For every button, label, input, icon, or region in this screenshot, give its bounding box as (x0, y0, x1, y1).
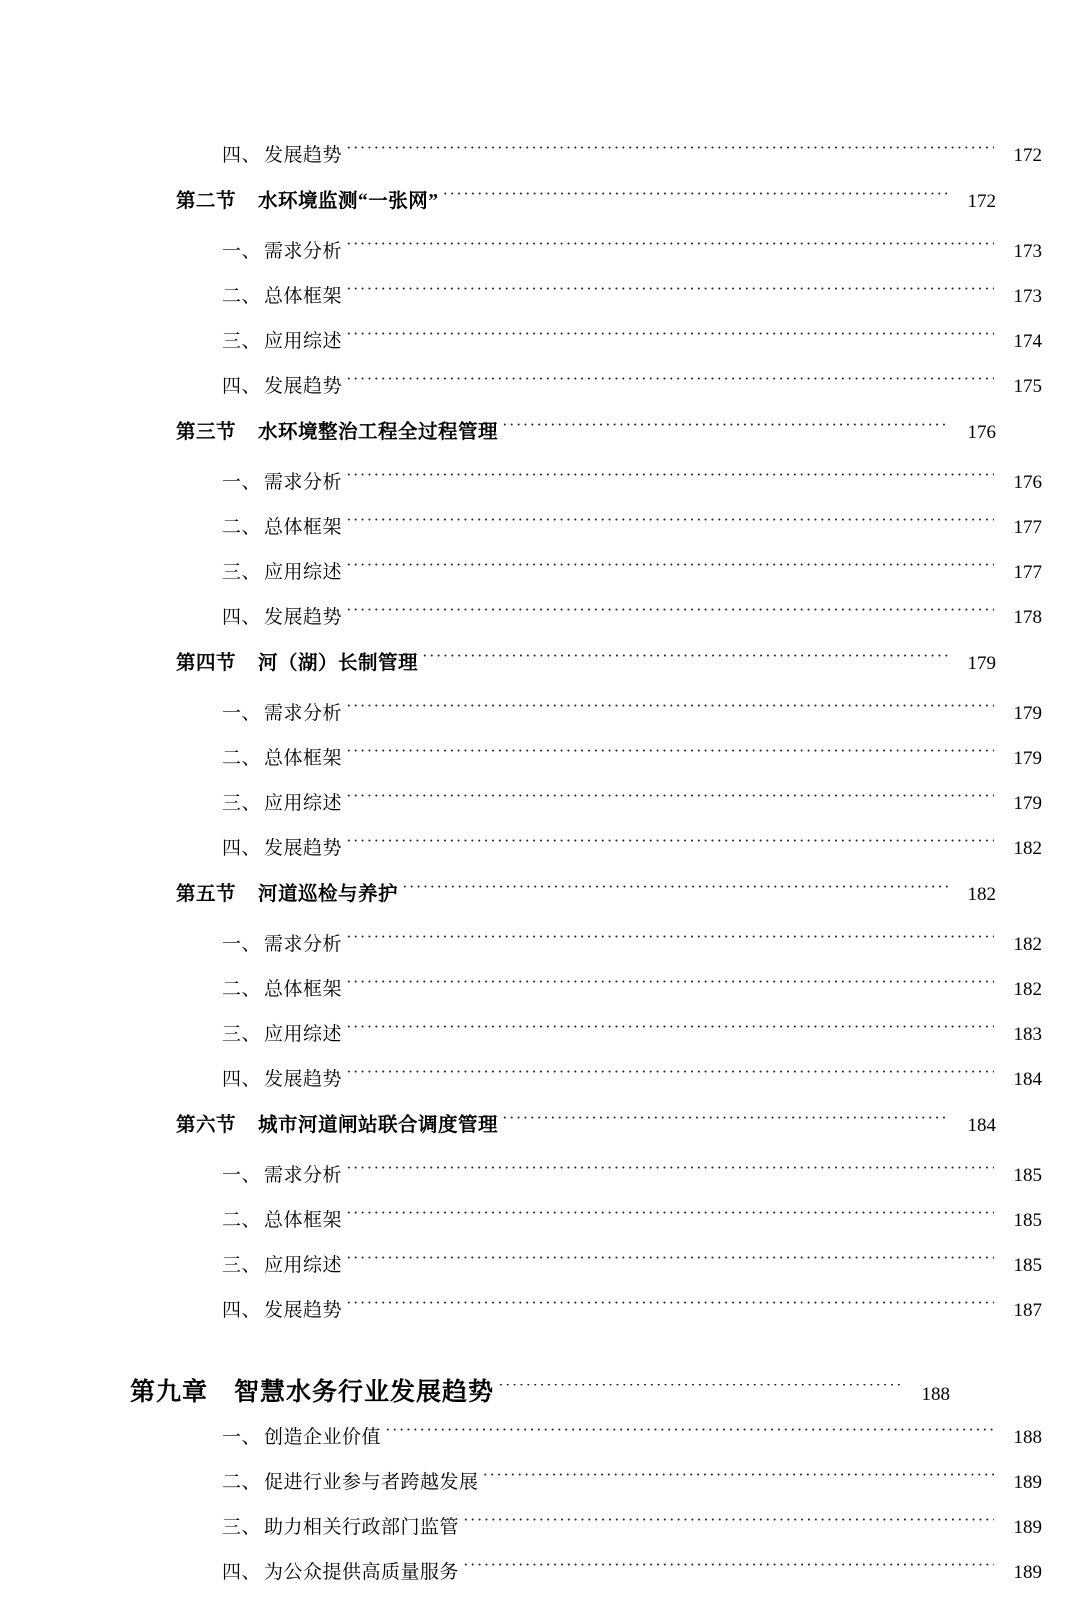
toc-entry-title: 总体框架 (264, 517, 343, 538)
toc-entry-label (222, 1019, 342, 1046)
toc-entry-title: 总体框架 (264, 1210, 343, 1231)
toc-entry-title: 智慧水务行业发展趋势 (234, 1379, 495, 1406)
toc-entry-page-number: 189 (1013, 1517, 1042, 1538)
toc-entry-title: 发展趋势 (264, 145, 343, 166)
toc-entry-label (176, 185, 439, 213)
toc-entry-title: 需求分析 (264, 1165, 343, 1186)
toc-entry-number: 第三节 (176, 422, 237, 443)
toc-entry-label (222, 140, 342, 167)
toc-entry-section[interactable] (176, 878, 996, 929)
toc-entry-number: 一、 (222, 241, 262, 262)
toc-entry-page-number: 189 (1013, 1562, 1042, 1583)
toc-entry-page-number: 182 (1013, 838, 1042, 859)
toc-entry-title: 应用综述 (264, 1255, 343, 1276)
toc-leader-dots (483, 1472, 994, 1488)
toc-entry-title: 发展趋势 (264, 838, 343, 859)
table-of-contents (130, 140, 1042, 1602)
toc-entry-number: 二、 (222, 517, 262, 538)
toc-entry-number: 三、 (222, 331, 262, 352)
toc-entry-page-number: 177 (1013, 562, 1042, 583)
toc-entry-title: 应用综述 (264, 793, 343, 814)
toc-entry-title: 需求分析 (264, 472, 343, 493)
toc-entry-page-number: 179 (1013, 703, 1042, 724)
toc-entry-label (222, 1295, 342, 1322)
toc-entry-number: 四、 (222, 1300, 262, 1321)
toc-entry-page-number: 173 (1013, 286, 1042, 307)
toc-entry-page-number: 172 (1013, 145, 1042, 166)
toc-entry-label (222, 698, 342, 725)
toc-leader-dots (346, 703, 994, 719)
toc-entry-number: 四、 (222, 1562, 262, 1583)
toc-entry-number: 三、 (222, 793, 262, 814)
toc-entry-title: 需求分析 (264, 703, 343, 724)
toc-entry-number: 一、 (222, 1165, 262, 1186)
toc-entry-number: 第九章 (130, 1379, 209, 1406)
toc-entry-label (222, 281, 342, 308)
toc-entry-item[interactable] (222, 1250, 1042, 1295)
toc-leader-dots (502, 1115, 948, 1131)
toc-entry-number: 一、 (222, 703, 262, 724)
toc-leader-dots (346, 241, 994, 257)
toc-entry-item[interactable] (222, 1205, 1042, 1250)
toc-entry-number: 二、 (222, 1472, 262, 1493)
toc-entry-title: 应用综述 (264, 562, 343, 583)
toc-leader-dots (402, 884, 948, 900)
toc-entry-title: 总体框架 (264, 979, 343, 1000)
toc-entry-title: 为公众提供高质量服务 (264, 1562, 460, 1583)
toc-entry-item[interactable] (222, 602, 1042, 647)
toc-entry-page-number: 187 (1013, 1300, 1042, 1321)
toc-entry-number: 四、 (222, 1069, 262, 1090)
toc-entry-label (222, 512, 342, 539)
toc-entry-page-number: 175 (1013, 376, 1042, 397)
toc-entry-item[interactable] (222, 557, 1042, 602)
toc-entry-title: 应用综述 (264, 1024, 343, 1045)
toc-leader-dots (346, 376, 994, 392)
toc-entry-page-number: 184 (967, 1115, 996, 1136)
toc-entry-page-number: 188 (921, 1384, 950, 1405)
toc-entry-page-number: 173 (1013, 241, 1042, 262)
toc-entry-label (222, 467, 342, 494)
toc-entry-label (222, 974, 342, 1001)
toc-entry-item[interactable] (222, 929, 1042, 974)
toc-entry-number: 第四节 (176, 653, 237, 674)
toc-entry-item[interactable] (222, 1557, 1042, 1602)
toc-entry-label (222, 557, 342, 584)
toc-entry-title: 发展趋势 (264, 376, 343, 397)
toc-entry-number: 一、 (222, 472, 262, 493)
toc-leader-dots (346, 979, 994, 995)
toc-entry-title: 需求分析 (264, 241, 343, 262)
toc-entry-label (222, 1422, 381, 1449)
toc-entry-title: 发展趋势 (264, 1069, 343, 1090)
toc-entry-label (222, 1557, 459, 1584)
toc-entry-section[interactable] (176, 647, 996, 698)
toc-entry-title: 促进行业参与者跨越发展 (264, 1472, 479, 1493)
toc-entry-title: 河（湖）长制管理 (258, 653, 419, 674)
toc-entry-page-number: 174 (1013, 331, 1042, 352)
toc-entry-number: 第五节 (176, 884, 237, 905)
toc-entry-number: 二、 (222, 979, 262, 1000)
toc-entry-page-number: 172 (967, 191, 996, 212)
toc-entry-label (176, 1109, 498, 1137)
toc-entry-title: 发展趋势 (264, 1300, 343, 1321)
toc-entry-page-number: 188 (1013, 1427, 1042, 1448)
toc-entry-item[interactable] (222, 326, 1042, 371)
toc-entry-number: 二、 (222, 286, 262, 307)
toc-entry-item[interactable] (222, 1019, 1042, 1064)
toc-leader-dots (346, 562, 994, 578)
toc-leader-dots (346, 1300, 994, 1316)
toc-entry-number: 一、 (222, 934, 262, 955)
toc-leader-dots (346, 1165, 994, 1181)
toc-entry-page-number: 184 (1013, 1069, 1042, 1090)
toc-leader-dots (346, 331, 994, 347)
toc-entry-item[interactable] (222, 281, 1042, 326)
toc-entry-section[interactable] (176, 416, 996, 467)
toc-entry-title: 水环境监测“一张网” (258, 191, 439, 212)
toc-entry-section[interactable] (176, 185, 996, 236)
toc-entry-page-number: 177 (1013, 517, 1042, 538)
toc-entry-label (222, 371, 342, 398)
toc-leader-dots (502, 422, 948, 438)
toc-entry-label (222, 1064, 342, 1091)
toc-leader-dots (498, 1384, 902, 1400)
toc-entry-number: 二、 (222, 748, 262, 769)
toc-entry-page-number: 182 (1013, 934, 1042, 955)
toc-entry-page-number: 179 (967, 653, 996, 674)
toc-entry-title: 创造企业价值 (264, 1427, 382, 1448)
toc-entry-item[interactable] (222, 512, 1042, 557)
toc-entry-chapter[interactable] (130, 1354, 950, 1422)
toc-entry-page-number: 182 (967, 884, 996, 905)
toc-entry-title: 水环境整治工程全过程管理 (258, 422, 499, 443)
toc-entry-label (222, 833, 342, 860)
toc-entry-label (222, 1512, 459, 1539)
toc-entry-item[interactable] (222, 1422, 1042, 1467)
toc-entry-label (222, 1205, 342, 1232)
toc-entry-label (222, 1160, 342, 1187)
toc-entry-title: 总体框架 (264, 748, 343, 769)
toc-entry-title: 发展趋势 (264, 607, 343, 628)
toc-entry-item[interactable] (222, 140, 1042, 185)
toc-entry-label (222, 788, 342, 815)
toc-entry-item[interactable] (222, 788, 1042, 833)
toc-entry-item[interactable] (222, 467, 1042, 512)
toc-entry-number: 第二节 (176, 191, 237, 212)
toc-entry-number: 二、 (222, 1210, 262, 1231)
toc-entry-number: 三、 (222, 562, 262, 583)
toc-leader-dots (463, 1517, 994, 1533)
toc-entry-section[interactable] (176, 1109, 996, 1160)
toc-entry-page-number: 176 (967, 422, 996, 443)
toc-leader-dots (346, 472, 994, 488)
toc-leader-dots (346, 748, 994, 764)
toc-leader-dots (385, 1427, 994, 1443)
toc-entry-label (222, 236, 342, 263)
toc-entry-title: 总体框架 (264, 286, 343, 307)
toc-entry-page-number: 178 (1013, 607, 1042, 628)
toc-leader-dots (346, 607, 994, 623)
toc-entry-item[interactable] (222, 743, 1042, 788)
toc-entry-label (222, 602, 342, 629)
toc-entry-label (176, 647, 418, 675)
toc-entry-item[interactable] (222, 1064, 1042, 1109)
toc-leader-dots (346, 286, 994, 302)
toc-entry-number: 三、 (222, 1024, 262, 1045)
toc-entry-number: 第六节 (176, 1115, 237, 1136)
toc-leader-dots (346, 1210, 994, 1226)
toc-entry-page-number: 185 (1013, 1210, 1042, 1231)
toc-entry-item[interactable] (222, 1160, 1042, 1205)
toc-entry-label (222, 1467, 479, 1494)
toc-leader-dots (346, 145, 994, 161)
toc-leader-dots (346, 838, 994, 854)
toc-entry-page-number: 176 (1013, 472, 1042, 493)
toc-entry-number: 三、 (222, 1255, 262, 1276)
toc-entry-label (222, 743, 342, 770)
toc-leader-dots (346, 1069, 994, 1085)
toc-entry-title: 城市河道闸站联合调度管理 (258, 1115, 499, 1136)
toc-entry-label (222, 1250, 342, 1277)
toc-entry-page-number: 179 (1013, 748, 1042, 769)
toc-entry-number: 一、 (222, 1427, 262, 1448)
toc-entry-item[interactable] (222, 1295, 1042, 1340)
toc-leader-dots (443, 191, 948, 207)
toc-entry-title: 需求分析 (264, 934, 343, 955)
toc-entry-item[interactable] (222, 371, 1042, 416)
toc-entry-item[interactable] (222, 1467, 1042, 1512)
toc-entry-item[interactable] (222, 974, 1042, 1019)
toc-entry-number: 四、 (222, 838, 262, 859)
toc-entry-title: 河道巡检与养护 (258, 884, 399, 905)
toc-entry-label (176, 878, 398, 906)
toc-entry-label (222, 929, 342, 956)
toc-leader-dots (346, 934, 994, 950)
toc-entry-number: 四、 (222, 145, 262, 166)
toc-entry-item[interactable] (222, 1512, 1042, 1557)
toc-entry-item[interactable] (222, 698, 1042, 743)
toc-leader-dots (346, 517, 994, 533)
toc-entry-item[interactable] (222, 833, 1042, 878)
toc-entry-title: 应用综述 (264, 331, 343, 352)
toc-entry-page-number: 185 (1013, 1255, 1042, 1276)
toc-entry-page-number: 182 (1013, 979, 1042, 1000)
toc-entry-page-number: 189 (1013, 1472, 1042, 1493)
toc-leader-dots (346, 1024, 994, 1040)
toc-leader-dots (463, 1562, 994, 1578)
toc-entry-item[interactable] (222, 236, 1042, 281)
toc-entry-number: 四、 (222, 376, 262, 397)
toc-leader-dots (346, 1255, 994, 1271)
toc-entry-label (176, 416, 498, 444)
toc-entry-page-number: 183 (1013, 1024, 1042, 1045)
toc-entry-page-number: 179 (1013, 793, 1042, 814)
toc-entry-page-number: 185 (1013, 1165, 1042, 1186)
toc-leader-dots (422, 653, 948, 669)
toc-leader-dots (346, 793, 994, 809)
toc-entry-number: 三、 (222, 1517, 262, 1538)
toc-entry-label (222, 326, 342, 353)
toc-entry-number: 四、 (222, 607, 262, 628)
toc-entry-title: 助力相关行政部门监管 (264, 1517, 460, 1538)
toc-entry-label (130, 1372, 494, 1408)
